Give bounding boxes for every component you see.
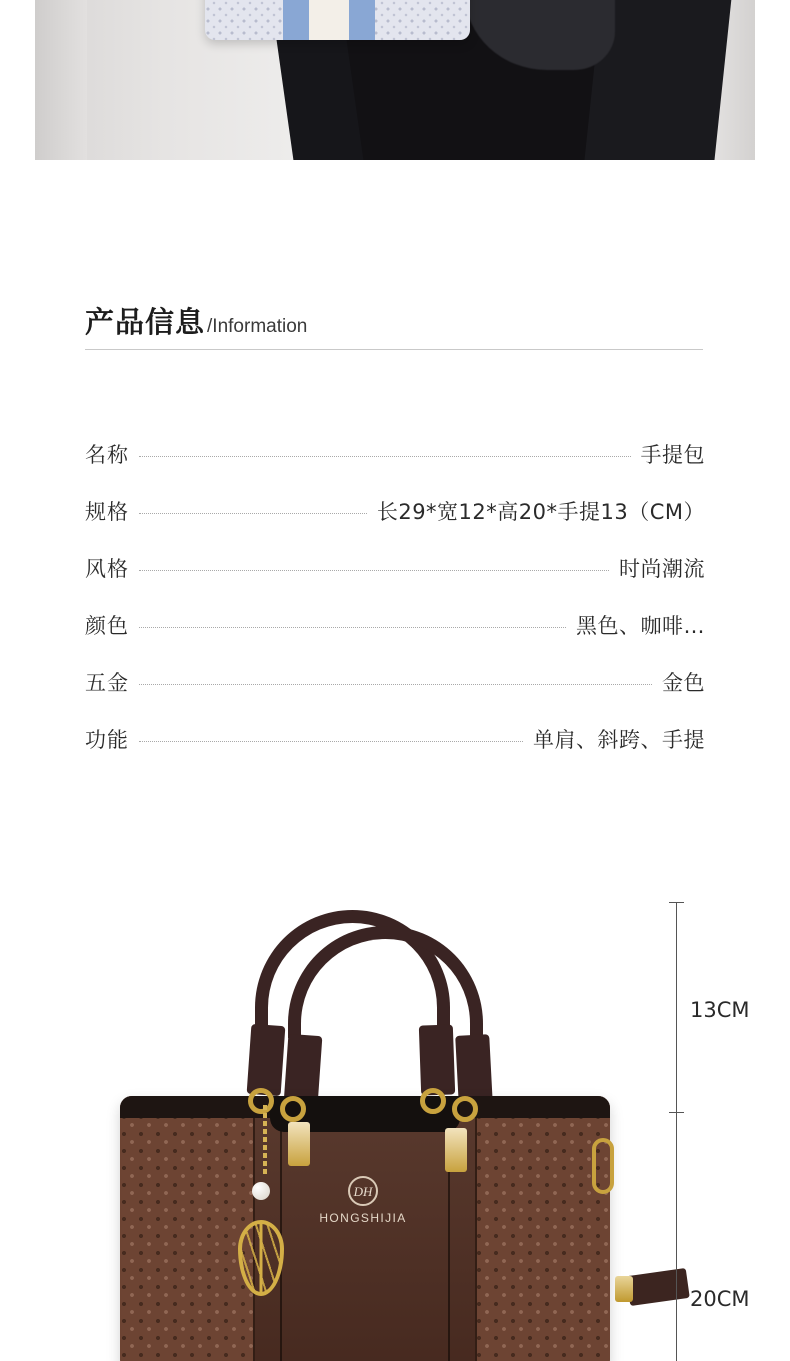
dimension-cap-mid [669, 1112, 684, 1113]
product-spec-table [85, 425, 705, 767]
shoulder-strap [626, 1268, 690, 1306]
spec-leader-dots [139, 501, 367, 521]
dimension-label-handle-drop: 13CM [690, 998, 750, 1022]
spec-label: 风格 [85, 556, 129, 581]
pearl-bead-icon [252, 1182, 270, 1200]
spec-row [85, 653, 705, 710]
product-dimension-photo [0, 880, 790, 1361]
spec-row [85, 425, 705, 482]
spec-value: 金色 [662, 670, 705, 695]
dimension-line-handle [676, 902, 677, 1112]
hero-left-wall [35, 0, 87, 160]
section-divider [85, 349, 703, 350]
charm-chain [263, 1105, 267, 1175]
bag-seam [280, 1096, 282, 1361]
section-heading [85, 300, 307, 341]
spec-label: 功能 [85, 727, 129, 752]
spec-leader-dots [139, 558, 609, 578]
spec-leader-dots [139, 615, 566, 635]
section-title-cn: 产品信息 [85, 305, 206, 339]
spec-leader-dots [139, 729, 523, 749]
spec-value: 时尚潮流 [619, 556, 705, 581]
spec-label: 颜色 [85, 613, 129, 638]
hardware-ring-icon [420, 1088, 446, 1114]
hardware-tag [288, 1122, 310, 1166]
bag-seam [475, 1096, 477, 1361]
brand-name-text: HONGSHIJIA [319, 1211, 407, 1225]
handle-strap [419, 1024, 455, 1095]
hardware-ring-icon [452, 1096, 478, 1122]
spec-label: 规格 [85, 499, 129, 524]
spec-value: 长29*宽12*高20*手提13（CM） [376, 499, 705, 524]
handle-strap [247, 1024, 286, 1096]
handbag-illustration [120, 900, 610, 1361]
spec-row [85, 482, 705, 539]
hardware-ring-icon [248, 1088, 274, 1114]
spec-value: 单肩、斜跨、手提 [533, 727, 705, 752]
spec-label: 名称 [85, 442, 129, 467]
bag-body [120, 1096, 610, 1361]
dimension-label-height: 20CM [690, 1287, 750, 1311]
dimension-cap-top [669, 902, 684, 903]
bag-monogram-panel-left [120, 1096, 255, 1361]
spec-row [85, 596, 705, 653]
brand-logo [308, 1176, 418, 1225]
section-title-en: /Information [207, 316, 308, 337]
dimension-line-height [676, 1112, 677, 1361]
hardware-tag [445, 1128, 467, 1172]
spec-row [85, 710, 705, 767]
spec-row [85, 539, 705, 596]
strap-buckle [615, 1276, 633, 1302]
hero-monogram-bag [205, 0, 470, 40]
spec-label: 五金 [85, 670, 129, 695]
hardware-ring-icon [280, 1096, 306, 1122]
spec-leader-dots [139, 444, 631, 464]
side-strap-clip [592, 1138, 614, 1194]
brand-monogram-icon: DH [348, 1176, 378, 1206]
spec-leader-dots [139, 672, 652, 692]
bag-monogram-panel-right [475, 1096, 610, 1361]
bag-stripe-blue-left [283, 0, 309, 40]
bag-stripe-blue-right [349, 0, 375, 40]
bag-stripe-cream [309, 0, 349, 40]
spec-value: 黑色、咖啡… [576, 613, 705, 638]
spec-value: 手提包 [640, 442, 705, 467]
hero-product-photo [35, 0, 755, 160]
